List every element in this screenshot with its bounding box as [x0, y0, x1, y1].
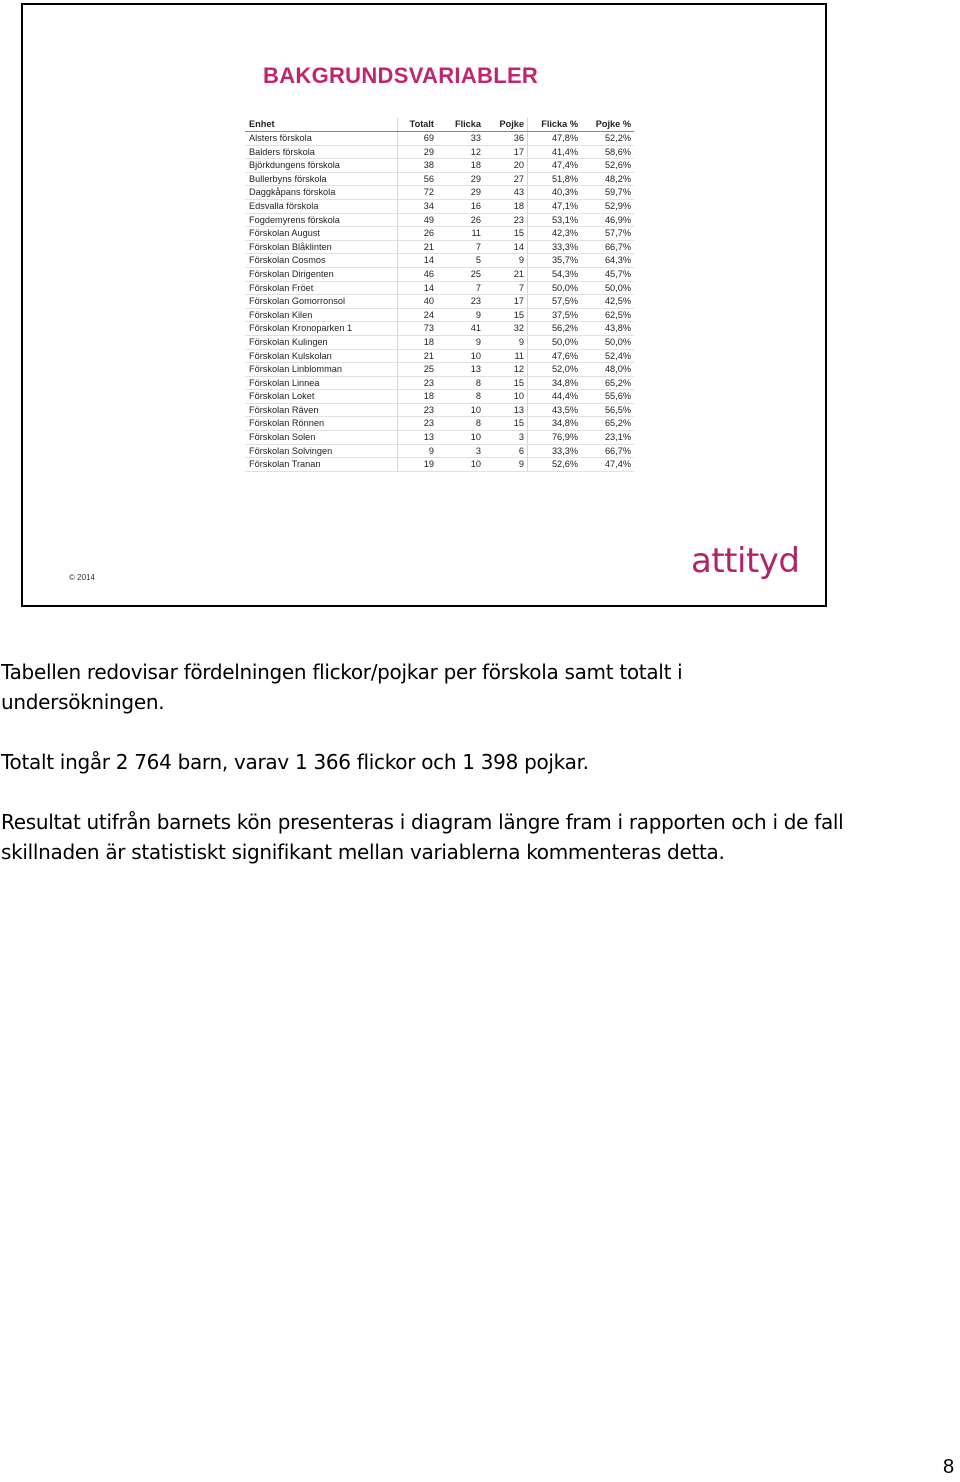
paragraph-totals: Totalt ingår 2 764 barn, varav 1 366 flickor och 1 398 pojkar. [1, 750, 589, 774]
cell-pojke: 15 [484, 227, 528, 241]
cell-pojke: 18 [484, 199, 528, 213]
table-row [245, 335, 634, 349]
paragraph-table-description: Tabellen redovisar fördelningen flickor/pojkar per förskola samt totalt i undersökningen. [1, 660, 683, 714]
cell-flicka: 29 [437, 186, 484, 200]
cell-flicka-percent: 57,5% [528, 295, 582, 309]
cell-totalt: 23 [398, 376, 438, 390]
cell-flicka: 12 [437, 145, 484, 159]
cell-totalt: 19 [398, 458, 438, 472]
cell-enhet: Balders förskola [245, 145, 398, 159]
table-row [245, 254, 634, 268]
table-row [245, 376, 634, 390]
cell-flicka: 8 [437, 417, 484, 431]
cell-flicka: 7 [437, 240, 484, 254]
cell-flicka: 10 [437, 349, 484, 363]
cell-totalt: 25 [398, 363, 438, 377]
cell-flicka: 5 [437, 254, 484, 268]
cell-pojke-percent: 59,7% [581, 186, 634, 200]
cell-pojke-percent: 48,0% [581, 363, 634, 377]
cell-pojke: 27 [484, 172, 528, 186]
cell-flicka-percent: 50,0% [528, 335, 582, 349]
cell-pojke: 15 [484, 376, 528, 390]
cell-totalt: 56 [398, 172, 438, 186]
cell-totalt: 73 [398, 322, 438, 336]
table-row [245, 186, 634, 200]
cell-totalt: 23 [398, 403, 438, 417]
table-row [245, 390, 634, 404]
cell-flicka: 33 [437, 132, 484, 146]
cell-flicka-percent: 50,0% [528, 281, 582, 295]
cell-flicka: 7 [437, 281, 484, 295]
cell-enhet: Förskolan Blåklinten [245, 240, 398, 254]
cell-flicka: 29 [437, 172, 484, 186]
cell-pojke: 36 [484, 132, 528, 146]
cell-pojke-percent: 43,8% [581, 322, 634, 336]
cell-flicka-percent: 37,5% [528, 308, 582, 322]
cell-flicka: 11 [437, 227, 484, 241]
table-row [245, 349, 634, 363]
cell-pojke-percent: 58,6% [581, 145, 634, 159]
copyright-notice: © 2014 [69, 573, 95, 582]
cell-enhet: Förskolan Linblomman [245, 363, 398, 377]
cell-flicka-percent: 51,8% [528, 172, 582, 186]
cell-enhet: Daggkåpans förskola [245, 186, 398, 200]
cell-pojke-percent: 64,3% [581, 254, 634, 268]
cell-totalt: 24 [398, 308, 438, 322]
page-number: 8 [943, 1456, 955, 1478]
table-row [245, 159, 634, 173]
cell-totalt: 72 [398, 186, 438, 200]
cell-pojke: 14 [484, 240, 528, 254]
cell-totalt: 18 [398, 390, 438, 404]
cell-flicka-percent: 33,3% [528, 240, 582, 254]
cell-flicka: 8 [437, 376, 484, 390]
table-row [245, 199, 634, 213]
cell-enhet: Förskolan Fröet [245, 281, 398, 295]
column-header-flicka: Flicka [437, 118, 484, 132]
cell-totalt: 21 [398, 349, 438, 363]
cell-totalt: 49 [398, 213, 438, 227]
cell-flicka-percent: 43,5% [528, 403, 582, 417]
table-row [245, 227, 634, 241]
cell-flicka-percent: 34,8% [528, 417, 582, 431]
cell-pojke: 17 [484, 295, 528, 309]
cell-pojke-percent: 50,0% [581, 281, 634, 295]
cell-pojke-percent: 66,7% [581, 444, 634, 458]
cell-enhet: Förskolan Gomorronsol [245, 295, 398, 309]
cell-totalt: 26 [398, 227, 438, 241]
slide-image [21, 3, 827, 607]
cell-flicka: 23 [437, 295, 484, 309]
cell-enhet: Björkdungens förskola [245, 159, 398, 173]
cell-totalt: 18 [398, 335, 438, 349]
cell-pojke: 12 [484, 363, 528, 377]
cell-pojke: 17 [484, 145, 528, 159]
cell-pojke-percent: 47,4% [581, 458, 634, 472]
cell-pojke-percent: 50,0% [581, 335, 634, 349]
cell-flicka: 8 [437, 390, 484, 404]
cell-pojke-percent: 52,2% [581, 132, 634, 146]
table-row [245, 213, 634, 227]
cell-enhet: Bullerbyns förskola [245, 172, 398, 186]
cell-flicka: 18 [437, 159, 484, 173]
cell-pojke: 9 [484, 335, 528, 349]
cell-pojke: 23 [484, 213, 528, 227]
cell-pojke-percent: 23,1% [581, 431, 634, 445]
cell-flicka: 9 [437, 308, 484, 322]
table-row [245, 458, 634, 472]
table-row [245, 308, 634, 322]
cell-pojke-percent: 46,9% [581, 213, 634, 227]
cell-enhet: Förskolan Solen [245, 431, 398, 445]
cell-flicka-percent: 44,4% [528, 390, 582, 404]
cell-flicka-percent: 34,8% [528, 376, 582, 390]
table-row [245, 322, 634, 336]
cell-pojke: 15 [484, 308, 528, 322]
cell-enhet: Förskolan Dirigenten [245, 267, 398, 281]
cell-pojke: 43 [484, 186, 528, 200]
attityd-logo: attityd [691, 541, 800, 581]
cell-flicka-percent: 76,9% [528, 431, 582, 445]
cell-enhet: Förskolan Kronoparken 1 [245, 322, 398, 336]
cell-pojke-percent: 45,7% [581, 267, 634, 281]
table-row [245, 132, 634, 146]
cell-pojke: 9 [484, 254, 528, 268]
table-row [245, 172, 634, 186]
cell-flicka-percent: 47,8% [528, 132, 582, 146]
table-row [245, 295, 634, 309]
cell-flicka-percent: 40,3% [528, 186, 582, 200]
cell-pojke: 10 [484, 390, 528, 404]
cell-flicka-percent: 47,1% [528, 199, 582, 213]
cell-pojke: 3 [484, 431, 528, 445]
background-variables-table [245, 118, 634, 472]
cell-enhet: Förskolan Cosmos [245, 254, 398, 268]
cell-pojke-percent: 56,5% [581, 403, 634, 417]
paragraph-results-note: Resultat utifrån barnets kön presenteras i diagram längre fram i rapporten och i de fall skillnaden är statistiskt signifikant mellan variablerna kommenteras detta. [1, 810, 844, 864]
cell-totalt: 9 [398, 444, 438, 458]
cell-pojke-percent: 57,7% [581, 227, 634, 241]
cell-enhet: Förskolan Räven [245, 403, 398, 417]
table-row [245, 145, 634, 159]
cell-enhet: Förskolan Kulskolan [245, 349, 398, 363]
cell-totalt: 13 [398, 431, 438, 445]
table-row [245, 403, 634, 417]
cell-flicka: 3 [437, 444, 484, 458]
cell-flicka: 9 [437, 335, 484, 349]
cell-enhet: Fogdemyrens förskola [245, 213, 398, 227]
cell-flicka: 16 [437, 199, 484, 213]
cell-totalt: 29 [398, 145, 438, 159]
cell-pojke: 13 [484, 403, 528, 417]
cell-pojke-percent: 42,5% [581, 295, 634, 309]
cell-totalt: 34 [398, 199, 438, 213]
cell-pojke-percent: 52,6% [581, 159, 634, 173]
cell-flicka-percent: 56,2% [528, 322, 582, 336]
cell-pojke-percent: 52,9% [581, 199, 634, 213]
cell-enhet: Förskolan Solvingen [245, 444, 398, 458]
cell-flicka-percent: 47,6% [528, 349, 582, 363]
column-header-enhet: Enhet [245, 118, 398, 132]
table-row [245, 240, 634, 254]
cell-enhet: Förskolan Tranan [245, 458, 398, 472]
cell-totalt: 40 [398, 295, 438, 309]
cell-pojke-percent: 65,2% [581, 376, 634, 390]
cell-pojke-percent: 55,6% [581, 390, 634, 404]
cell-totalt: 38 [398, 159, 438, 173]
cell-pojke: 11 [484, 349, 528, 363]
cell-pojke: 15 [484, 417, 528, 431]
cell-flicka: 10 [437, 431, 484, 445]
cell-pojke: 20 [484, 159, 528, 173]
cell-flicka-percent: 52,6% [528, 458, 582, 472]
table-row [245, 363, 634, 377]
cell-pojke: 32 [484, 322, 528, 336]
cell-flicka-percent: 41,4% [528, 145, 582, 159]
cell-flicka-percent: 54,3% [528, 267, 582, 281]
column-header-totalt: Totalt [398, 118, 438, 132]
cell-pojke-percent: 62,5% [581, 308, 634, 322]
cell-flicka: 41 [437, 322, 484, 336]
cell-enhet: Edsvalla förskola [245, 199, 398, 213]
cell-flicka: 10 [437, 458, 484, 472]
cell-enhet: Alsters förskola [245, 132, 398, 146]
cell-pojke: 6 [484, 444, 528, 458]
cell-pojke-percent: 66,7% [581, 240, 634, 254]
cell-enhet: Förskolan Kilen [245, 308, 398, 322]
table-row [245, 267, 634, 281]
cell-pojke: 9 [484, 458, 528, 472]
table-row [245, 417, 634, 431]
cell-flicka-percent: 35,7% [528, 254, 582, 268]
cell-totalt: 14 [398, 281, 438, 295]
cell-enhet: Förskolan August [245, 227, 398, 241]
cell-pojke-percent: 65,2% [581, 417, 634, 431]
cell-flicka: 26 [437, 213, 484, 227]
column-header-pojke: Pojke [484, 118, 528, 132]
column-header-pojke-percent: Pojke % [581, 118, 634, 132]
cell-totalt: 69 [398, 132, 438, 146]
cell-totalt: 46 [398, 267, 438, 281]
cell-enhet: Förskolan Rönnen [245, 417, 398, 431]
table-row [245, 281, 634, 295]
cell-flicka-percent: 53,1% [528, 213, 582, 227]
table-header-row [245, 118, 634, 132]
cell-pojke: 21 [484, 267, 528, 281]
cell-pojke: 7 [484, 281, 528, 295]
cell-enhet: Förskolan Linnea [245, 376, 398, 390]
slide-title: BAKGRUNDSVARIABLER [263, 63, 539, 88]
cell-flicka: 10 [437, 403, 484, 417]
cell-pojke-percent: 52,4% [581, 349, 634, 363]
cell-flicka-percent: 42,3% [528, 227, 582, 241]
table-body [245, 132, 634, 472]
column-header-flicka-percent: Flicka % [528, 118, 582, 132]
cell-pojke-percent: 48,2% [581, 172, 634, 186]
cell-flicka: 13 [437, 363, 484, 377]
cell-totalt: 23 [398, 417, 438, 431]
cell-totalt: 21 [398, 240, 438, 254]
cell-flicka: 25 [437, 267, 484, 281]
cell-enhet: Förskolan Kulingen [245, 335, 398, 349]
table-row [245, 431, 634, 445]
cell-enhet: Förskolan Loket [245, 390, 398, 404]
cell-flicka-percent: 33,3% [528, 444, 582, 458]
cell-flicka-percent: 52,0% [528, 363, 582, 377]
table-row [245, 444, 634, 458]
cell-totalt: 14 [398, 254, 438, 268]
cell-flicka-percent: 47,4% [528, 159, 582, 173]
